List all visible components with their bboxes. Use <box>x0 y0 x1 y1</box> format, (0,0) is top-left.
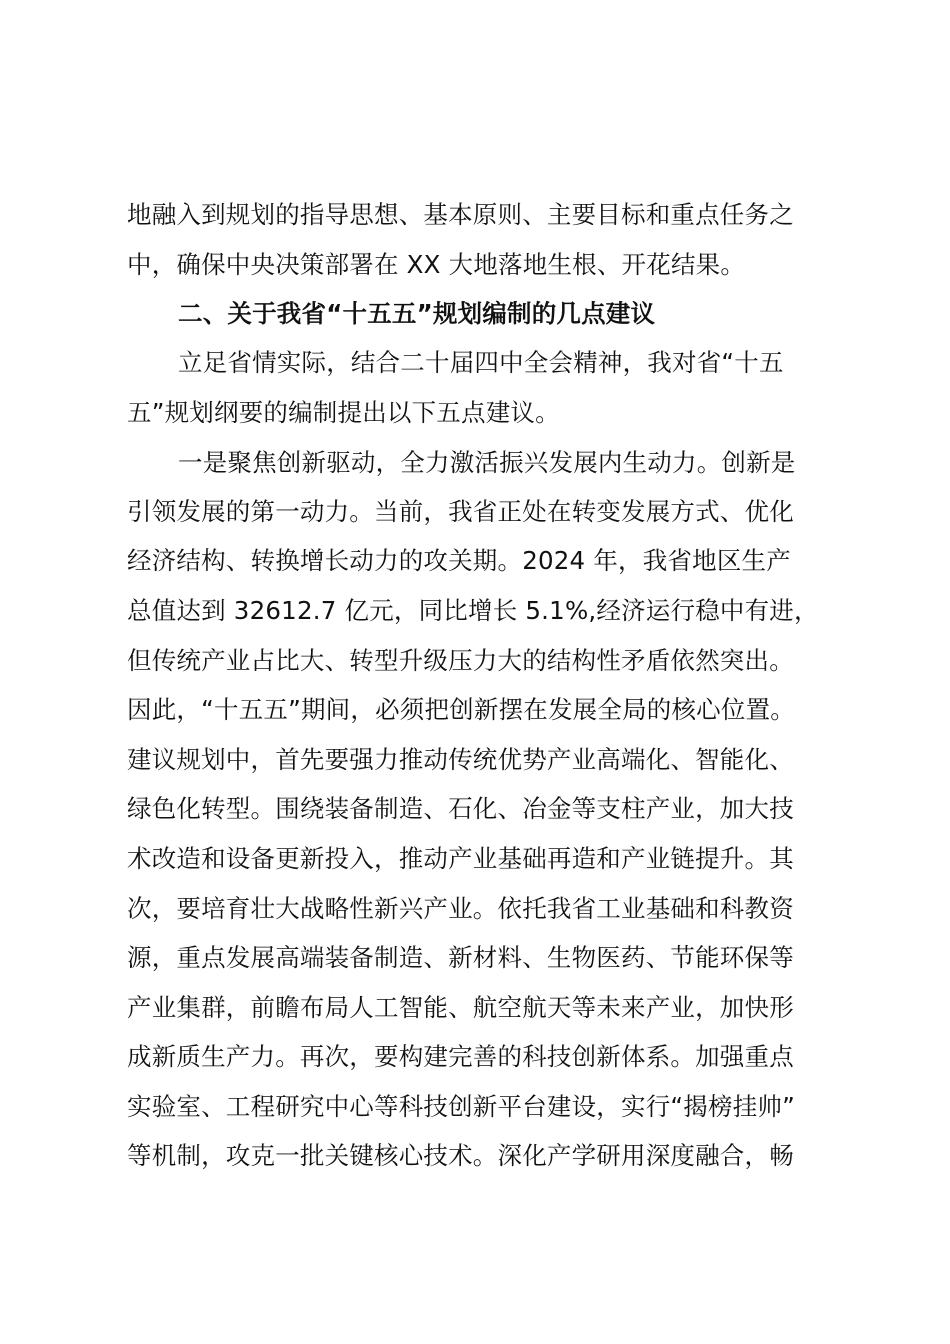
text-line: 次，要培育壮大战略性新兴产业。依托我省工业基础和科教资 <box>127 894 794 923</box>
text-line: 地融入到规划的指导思想、基本原则、主要目标和重点任务之 <box>127 200 794 229</box>
text-line: 立足省情实际，结合二十届四中全会精神，我对省“十五 <box>178 348 784 377</box>
text-line: 中，确保中央决策部署在 XX 大地落地生根、开花结果。 <box>127 250 746 279</box>
text-line: 实验室、工程研究中心等科技创新平台建设，实行“揭榜挂帅” <box>127 1092 795 1121</box>
text-line: 术改造和设备更新投入，推动产业基础再造和产业链提升。其 <box>127 844 794 873</box>
text-line: 但传统产业占比大、转型升级压力大的结构性矛盾依然突出。 <box>127 646 794 675</box>
text-line: 引领发展的第一动力。当前，我省正处在转变发展方式、优化 <box>127 497 794 526</box>
text-line: 总值达到 32612.7 亿元，同比增长 5.1%,经济运行稳中有进， <box>127 596 819 625</box>
text-line: 成新质生产力。再次，要构建完善的科技创新体系。加强重点 <box>127 1042 794 1071</box>
text-line: 经济结构、转换增长动力的攻关期。2024 年，我省地区生产 <box>127 546 791 575</box>
text-line: 产业集群，前瞻布局人工智能、航空航天等未来产业，加快形 <box>127 993 794 1022</box>
text-line: 一是聚焦创新驱动，全力激活振兴发展内生动力。创新是 <box>178 448 796 477</box>
text-line: 等机制，攻克一批关键核心技术。深化产学研用深度融合，畅 <box>127 1141 794 1170</box>
text-line: 建议规划中，首先要强力推动传统优势产业高端化、智能化、 <box>127 745 794 774</box>
text-line: 五”规划纲要的编制提出以下五点建议。 <box>127 398 560 427</box>
text-line: 源，重点发展高端装备制造、新材料、生物医药、节能环保等 <box>127 943 794 972</box>
text-line: 因此，“十五五”期间，必须把创新摆在发展全局的核心位置。 <box>127 695 795 724</box>
text-line: 绿色化转型。围绕装备制造、石化、冶金等支柱产业，加大技 <box>127 794 794 823</box>
section-heading: 二、关于我省“十五五”规划编制的几点建议 <box>178 299 656 328</box>
